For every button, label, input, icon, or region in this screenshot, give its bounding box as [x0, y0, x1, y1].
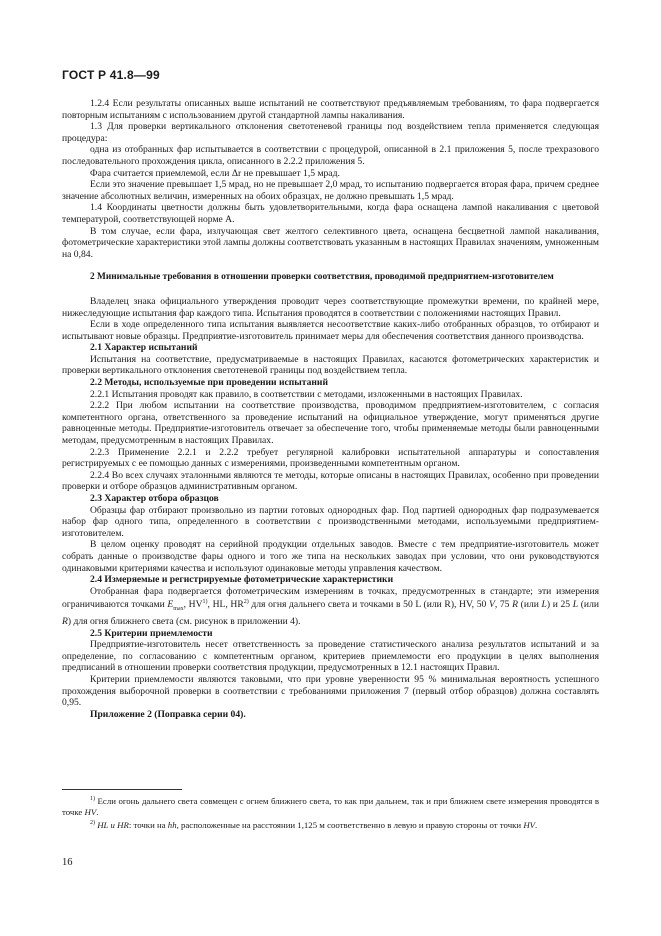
paragraph: Предприятие-изготовитель несет ответственность за проведение статистического анализа результатов испытаний и за определение, по согласованию с компетентным органом, критериев приемлемости его продукции в целях выполнения предписаний в отношении проверки соответствия продукции, предусмотренных в 12.1 настоящих Правил. — [62, 639, 599, 674]
paragraph: 2.2.3 Применение 2.2.1 и 2.2.2 требует регулярной калибровки испытательной аппаратуры и сопоставления регистрируемых с ее помощью данных с измерениями, произведенными компетентным органом. — [62, 446, 599, 470]
page-number: 16 — [62, 857, 73, 868]
paragraph: Если это значение превышает 1,5 мрад, но не превышает 2,0 мрад, то испытанию подвергается вторая фара, причем среднее значение абсолютных величин, измеренных на обоих образцах, не должно превышать 1,5 мрад. — [62, 179, 599, 202]
footnote-2: $^{2)}$ HL и HR: точки на hh, расположенные на расстоянии 1,125 м соответственно в левую и правую стороны от точки HV. — [90, 819, 538, 830]
annex-reference: Приложение 2 (Поправка серии 04). — [90, 708, 246, 720]
paragraph: Критерии приемлемости являются таковыми, что при уровне уверенности 95 % минимальная вероятность успешного прохождения выборочной проверки в соответствии с требованиями приложения 7 (первый отбор образцов) должна составлять 0,95. — [62, 674, 599, 709]
footnote-divider — [62, 789, 182, 790]
paragraph: 2.2.2 При любом испытании на соответствие производства, проводимом предприятием-изготовителем, с согласия компетентного органа, ответственного за проведение испытаний на официальное утверждение, могут применяться другие равноценные методы. Предприятие-изготовитель отвечает за обеспечение того, чтобы применяемые методы были равноценными методам, предусмотренным в настоящих Правилах. — [62, 400, 599, 447]
footnotes — [62, 794, 599, 831]
subsection-title: 2.2 Методы, используемые при проведении испытаний — [90, 377, 328, 389]
paragraph: 1.2.4 Если результаты описанных выше испытаний не соответствуют предъявляемым требованиям, то фара подвергается повторным испытаниям с использованием другой стандартной лампы накаливания. — [62, 98, 599, 121]
paragraph: Испытания на соответствие, предусматриваемые в настоящих Правилах, касаются фотометрических характеристик и проверки вертикального отклонения светотеневой границы под воздействием тепла. — [62, 353, 599, 377]
paragraph: Образцы фар отбирают произвольно из партии готовых однородных фар. Под партией однородных фар подразумевается набор фар одного типа, определенного в соответствии с производственными методами, используемыми предприятием-изготовителем. — [62, 504, 599, 539]
paragraph: В целом оценку проводят на серийной продукции отдельных заводов. Вместе с тем предприятие-изготовитель может собрать данные о производстве фары одного и того же типа на нескольких заводах при условии, что они руководствуются одинаковыми критериями качества и используют одинаковые методы управления качеством. — [62, 539, 599, 574]
paragraph: одна из отобранных фар испытывается в соответствии с процедурой, описанной в 2.1 приложения 5, после трехразового последовательного прохождения цикла, описанного в 2.2.2 приложения 5. — [62, 144, 599, 167]
paragraph: Владелец знака официального утверждения проводит через соответствующие промежутки времени, по крайней мере, нижеследующие испытания фар каждого типа. Испытания проводятся в соответствии с положениями настоящих Правил. — [62, 295, 599, 319]
subsection-title: 2.4 Измеряемые и регистрируемые фотометрические характеристики — [90, 574, 394, 586]
subsection-title: 2.3 Характер отбора образцов — [90, 493, 219, 504]
section-title: 2 Минимальные требования в отношении проверки соответствия, проводимой предприятием-изготовителем — [90, 272, 554, 283]
paragraph: 1.3 Для проверки вертикального отклонения светотеневой границы под воздействием тепла применяется следующая процедура: — [62, 121, 599, 144]
paragraph: 1.4 Координаты цветности должны быть удовлетворительными, когда фара оснащена лампой накаливания с цветовой температурой, соответствующей норме А. — [62, 202, 599, 225]
paragraph: 2.2.1 Испытания проводят как правило, в соответствии с методами, изложенными в настоящих Правилах. — [90, 388, 523, 400]
document-body — [62, 98, 599, 720]
subsection-title: 2.5 Критерии приемлемости — [90, 627, 213, 639]
paragraph: Фара считается приемлемой, если Δr не превышает 1,5 мрад. — [90, 167, 340, 179]
footnote-ref: 1) — [202, 599, 208, 606]
footnote-1: $^{1)}$ Если огонь дальнего света совмещен с огнем ближнего света, то как при дальнем, так и при ближнем свете измерения проводятся в точке HV. — [62, 795, 599, 817]
footnote-ref: 2) — [243, 599, 249, 606]
paragraph: 2.2.4 Во всех случаях эталонными являются те методы, которые описаны в настоящих Правилах, особенно при проведении проверки и отборе образцов административным органом. — [62, 469, 599, 493]
paragraph: В том случае, если фара, излучающая свет желтого селективного цвета, оснащена бесцветной лампой накаливания, фотометрические характеристики этой лампы должны соответствовать указанным в настоящих Правилах значениям, умноженным на 0,84. — [62, 225, 599, 260]
paragraph-measurement-points: Отобранная фара подвергается фотометрическим измерениям в точках, предусмотренных в стандарте; эти измерения ограничиваются точками $E_{max}$, HV$^{1)}$, HL, HR$^{2)}$ для огня дальнего света и точками в 50 L (или R), HV, 50 V, 75 R (или L) и 25 L (или R) для огня ближнего света (см. рисунок в приложении 4). — [62, 585, 599, 628]
subsection-title: 2.1 Характер испытаний — [90, 342, 198, 354]
paragraph: Если в ходе определенного типа испытания выявляется несоответствие каких-либо отобранных образцов, то отбирают и испытывают новые образцы. Предприятие-изготовитель принимает меры для обеспечения соответствия данного производства. — [62, 319, 599, 342]
document-code: ГОСТ Р 41.8—99 — [62, 68, 160, 82]
